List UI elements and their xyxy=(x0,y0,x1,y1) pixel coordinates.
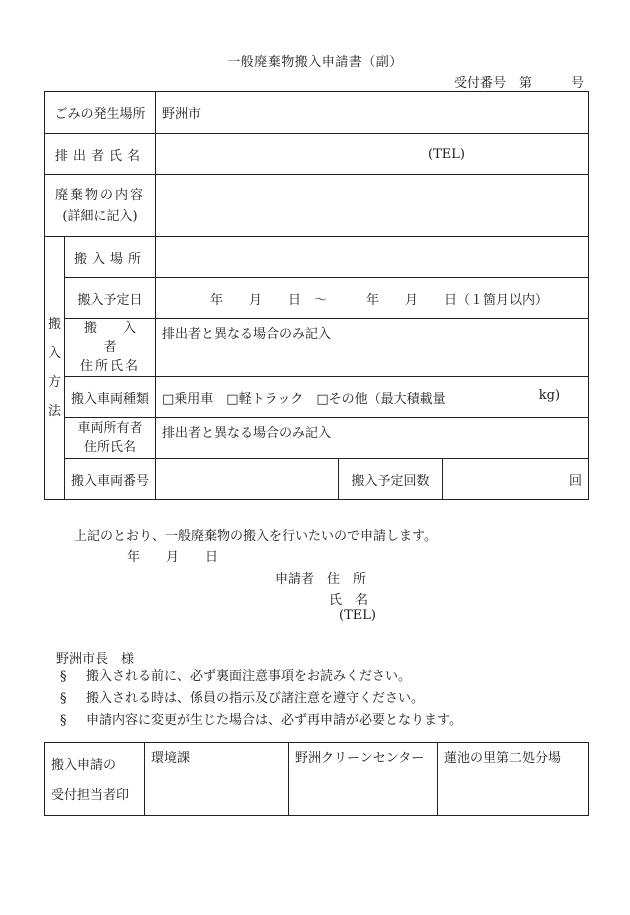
note-item xyxy=(60,666,462,688)
owner-field[interactable] xyxy=(156,418,589,459)
destination-field[interactable] xyxy=(156,237,589,278)
destination-label: 搬入場所 xyxy=(65,237,156,278)
emitter-label: 排出者氏名 xyxy=(45,134,156,175)
row-carrier xyxy=(45,319,589,377)
row-schedule xyxy=(45,278,589,319)
method-char: 搬 xyxy=(47,317,61,332)
method-char: 方 xyxy=(47,375,61,390)
row-location xyxy=(45,92,589,134)
row-waste xyxy=(45,175,589,237)
applicant-tel-label: (TEL) xyxy=(339,608,376,623)
section-mark-icon: § xyxy=(60,713,67,728)
method-char: 入 xyxy=(47,346,61,361)
stamp-box-environment[interactable]: 環境課 xyxy=(145,743,289,816)
carrier-label-line1: 搬 入 者 xyxy=(84,321,163,355)
section-mark-icon: § xyxy=(60,669,67,684)
stamp-label-line1: 搬入申請の xyxy=(51,758,117,773)
count-field[interactable] xyxy=(443,459,589,500)
note-text: 搬入される時は、係員の指示及び諸注意を遵守ください。 xyxy=(86,691,425,706)
waste-label-line1: 廃棄物の内容 xyxy=(55,187,146,203)
schedule-label: 搬入予定日 xyxy=(65,278,156,319)
declaration-text: 上記のとおり、一般廃棄物の搬入を行いたいので申請します。 xyxy=(74,529,437,544)
row-destination xyxy=(45,237,589,278)
stamp-box-disposal-site[interactable]: 蓮池の里第二処分場 xyxy=(438,743,589,816)
plate-label: 搬入車両番号 xyxy=(65,459,156,500)
carrier-note: 排出者と異なる場合のみ記入 xyxy=(162,327,332,342)
emitter-tel-label: (TEL) xyxy=(428,147,465,162)
waste-label-line2: (詳細に記入) xyxy=(62,208,138,224)
method-char: 法 xyxy=(47,404,61,419)
method-vertical-label xyxy=(45,237,65,500)
location-field[interactable]: 野洲市 xyxy=(156,92,589,134)
vehicle-type-label: 搬入車両種類 xyxy=(65,377,156,418)
vehicle-options[interactable]: □乗用車 □軽トラック □その他（最大積載量 xyxy=(162,391,446,407)
stamp-box-clean-center[interactable]: 野洲クリーンセンター xyxy=(289,743,438,816)
section-mark-icon: § xyxy=(60,691,67,706)
note-text: 申請内容に変更が生じた場合は、必ず再申請が必要となります。 xyxy=(86,713,462,728)
addressee: 野洲市長 様 xyxy=(56,652,135,667)
note-item xyxy=(60,710,462,732)
vehicle-type-field[interactable] xyxy=(156,377,589,418)
applicant-address-label: 申請者 住 所 xyxy=(275,572,367,587)
application-form-table xyxy=(44,91,589,500)
carrier-label-line2: 住所氏名 xyxy=(80,359,141,374)
stamp-label-line2: 受付担当者印 xyxy=(51,788,130,803)
carrier-label xyxy=(65,319,163,377)
owner-label xyxy=(65,418,156,459)
application-date: 年 月 日 xyxy=(127,550,219,565)
vehicle-unit: kg) xyxy=(538,387,561,403)
owner-label-line2: 住所氏名 xyxy=(84,440,137,455)
stamp-label xyxy=(45,743,145,816)
carrier-field[interactable] xyxy=(156,319,589,377)
schedule-field[interactable]: 年 月 日 ～ 年 月 日（１箇月以内） xyxy=(156,278,589,319)
applicant-name-label: 氏 名 xyxy=(329,593,369,608)
row-owner xyxy=(45,418,589,459)
location-label: ごみの発生場所 xyxy=(45,92,156,134)
row-vehicle-type xyxy=(45,377,589,418)
plate-field[interactable] xyxy=(156,459,339,500)
row-plate xyxy=(45,459,589,500)
notes-list xyxy=(60,666,462,732)
waste-label xyxy=(45,175,156,237)
emitter-field[interactable] xyxy=(156,134,589,175)
owner-label-line1: 車両所有者 xyxy=(77,421,143,436)
count-unit: 回 xyxy=(569,473,583,489)
count-label: 搬入予定回数 xyxy=(339,459,443,500)
receipt-number: 受付番号 第 号 xyxy=(453,76,584,91)
row-emitter xyxy=(45,134,589,175)
stamp-table xyxy=(44,742,589,816)
note-text: 搬入される前に、必ず裏面注意事項をお読みください。 xyxy=(86,669,412,684)
document-title: 一般廃棄物搬入申請書（副） xyxy=(227,55,403,70)
owner-note: 排出者と異なる場合のみ記入 xyxy=(162,426,332,441)
waste-field[interactable] xyxy=(156,175,589,237)
note-item xyxy=(60,688,462,710)
